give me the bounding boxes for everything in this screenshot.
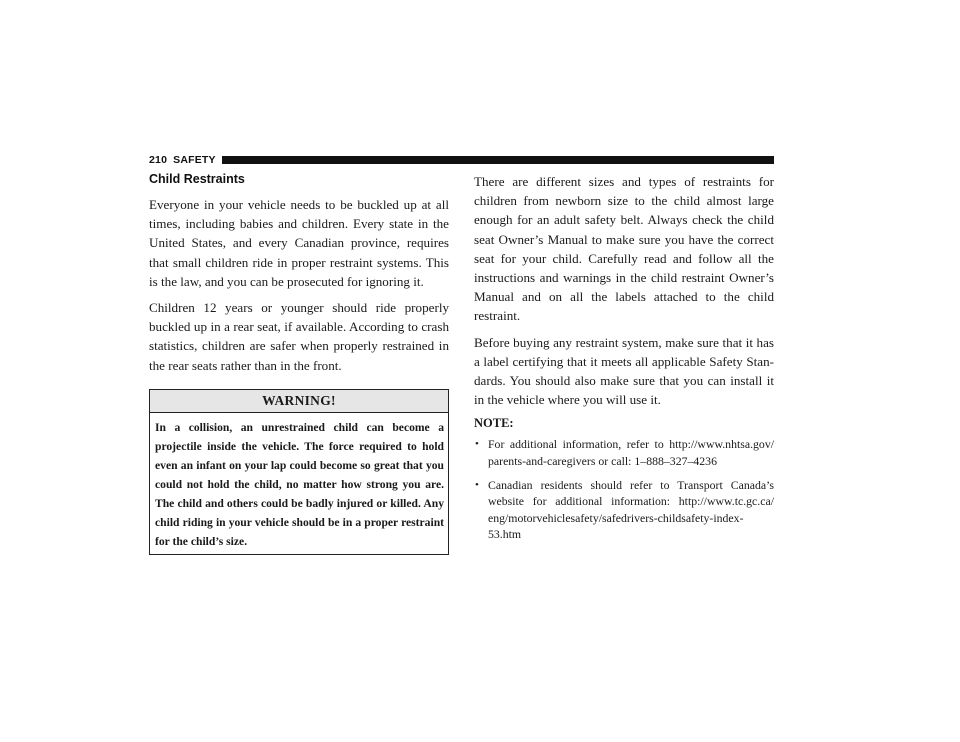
bullet-icon: • bbox=[475, 478, 479, 491]
right-column bbox=[474, 172, 774, 550]
section-title: Child Restraints bbox=[149, 172, 245, 186]
list-item bbox=[474, 477, 774, 543]
page-header bbox=[149, 153, 774, 167]
left-column bbox=[149, 172, 449, 555]
header-rule bbox=[222, 156, 774, 164]
paragraph: Everyone in your vehicle needs to be buckled up at all times, including babies and children. Every state in the United States, and every Canadian province, requires that small children ride in proper restraint systems. This is the law, and you can be prosecuted for ignoring it. bbox=[149, 197, 449, 289]
note-list bbox=[474, 436, 774, 543]
section-name: SAFETY bbox=[173, 154, 216, 166]
warning-heading: WARNING! bbox=[150, 390, 448, 413]
paragraph: Children 12 years or younger should ride properly buckled up in a rear seat, if available. According to crash statistics, children are safer when properly restrained in the rear seats rather than in the front. bbox=[149, 300, 449, 373]
bullet-icon: • bbox=[475, 438, 479, 451]
paragraph: There are different sizes and types of restraints for children from newborn size to the child almost large enough for an adult safety belt. Always check the child seat Owner’s Manual to make sure you have the correct seat for your child. Carefully read and follow all the instructions and warnings in the child restraint Owner’s Manual and on all the labels attached to the child restraint. bbox=[474, 174, 774, 324]
list-item bbox=[474, 436, 774, 469]
note-text: For additional information, refer to http://www.nhtsa.gov/ parents-and-caregivers or call: 1–888–327–4236 bbox=[488, 437, 774, 469]
paragraph: Before buying any restraint system, make sure that it has a label certifying that it meets all applicable Safety Stan-dards. You should also make sure that you can install it in the vehicle where you will use it. bbox=[474, 334, 774, 408]
note-text: Canadian residents should refer to Transport Canada’s website for additional information: http://www.tc.gc.ca/ eng/motorvehiclesafety/safedrivers-childsafety-index-53.htm bbox=[488, 477, 774, 542]
warning-text: In a collision, an unrestrained child can become a projectile inside the vehicle. The force required to hold even an infant on your lap could become so great that you could not hold the child, no matter how strong you are. The child and others could be badly injured or killed. Any child riding in your vehicle should be in a proper restraint for the child’s size. bbox=[155, 420, 444, 549]
page-number: 210 bbox=[149, 154, 168, 166]
warning-box bbox=[149, 389, 449, 556]
note-label: NOTE: bbox=[474, 416, 514, 431]
